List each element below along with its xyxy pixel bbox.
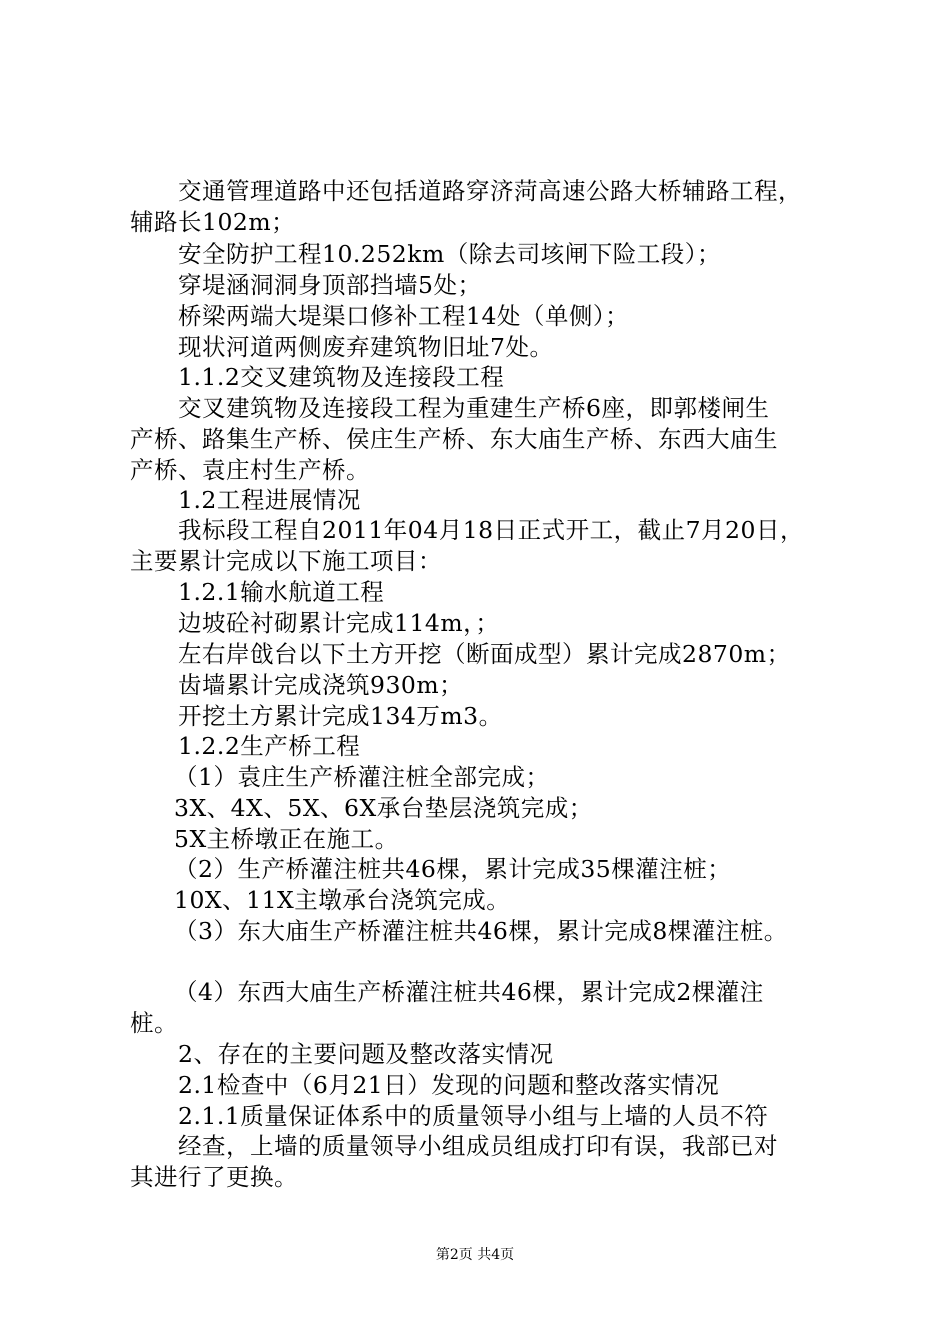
paragraph-line: 左右岸戗台以下土方开挖（断面成型）累计完成2870m； xyxy=(178,640,791,668)
paragraph-line: 齿墙累计完成浇筑930m； xyxy=(178,671,464,699)
section-heading: 2、存在的主要问题及整改落实情况 xyxy=(178,1040,554,1068)
paragraph-line: 现状河道两侧废弃建筑物旧址7处。 xyxy=(178,333,554,361)
paragraph-line: 开挖土方累计完成134万m3。 xyxy=(178,702,503,730)
section-heading: 2.1检查中（6月21日）发现的问题和整改落实情况 xyxy=(178,1071,720,1099)
paragraph-line: 产桥、袁庄村生产桥。 xyxy=(130,456,370,484)
paragraph-line: （1）袁庄生产桥灌注桩全部完成； xyxy=(174,763,550,791)
section-heading: 1.1.2交叉建筑物及连接段工程 xyxy=(178,363,505,391)
paragraph-line: 交通管理道路中还包括道路穿济菏高速公路大桥辅路工程， xyxy=(178,177,802,205)
page-footer: 第2页 共4页 xyxy=(435,1247,515,1263)
paragraph-line: 边坡砼衬砌累计完成114m，； xyxy=(178,609,500,637)
paragraph-line: （4）东西大庙生产桥灌注桩共46棵，累计完成2棵灌注 xyxy=(174,978,764,1006)
paragraph-line: （2）生产桥灌注桩共46棵，累计完成35棵灌注桩； xyxy=(174,855,732,883)
section-heading: 1.2工程进展情况 xyxy=(178,486,361,514)
paragraph-line: 5X主桥墩正在施工。 xyxy=(174,825,399,853)
paragraph-line: （3）东大庙生产桥灌注桩共46棵，累计完成8棵灌注桩。 xyxy=(174,917,788,945)
paragraph-line: 我标段工程自2011年04月18日正式开工，截止7月20日， xyxy=(178,516,804,544)
section-heading: 1.2.2生产桥工程 xyxy=(178,732,361,760)
paragraph-line: 产桥、路集生产桥、侯庄生产桥、东大庙生产桥、东西大庙生 xyxy=(130,425,778,453)
section-heading: 1.2.1输水航道工程 xyxy=(178,578,385,606)
paragraph-line: 交叉建筑物及连接段工程为重建生产桥6座，即郭楼闸生 xyxy=(178,394,770,422)
paragraph-line: 安全防护工程10.252km（除去司垓闸下险工段）； xyxy=(178,240,722,268)
paragraph-line: 经查，上墙的质量领导小组成员组成打印有误，我部已对 xyxy=(178,1132,778,1160)
paragraph-line: 穿堤涵洞洞身顶部挡墙5处； xyxy=(178,271,482,299)
section-heading: 2.1.1质量保证体系中的质量领导小组与上墙的人员不符 xyxy=(178,1102,769,1130)
paragraph-line: 桩。 xyxy=(130,1009,178,1037)
paragraph-line: 10X、11X主墩承台浇筑完成。 xyxy=(174,886,511,914)
paragraph-line: 其进行了更换。 xyxy=(130,1163,298,1191)
paragraph-line: 主要累计完成以下施工项目： xyxy=(130,547,442,575)
paragraph-line: 辅路长102m； xyxy=(130,208,296,236)
paragraph-line: 桥梁两端大堤渠口修补工程14处（单侧）； xyxy=(178,302,630,330)
paragraph-line: 3X、4X、5X、6X承台垫层浇筑完成； xyxy=(174,794,593,822)
